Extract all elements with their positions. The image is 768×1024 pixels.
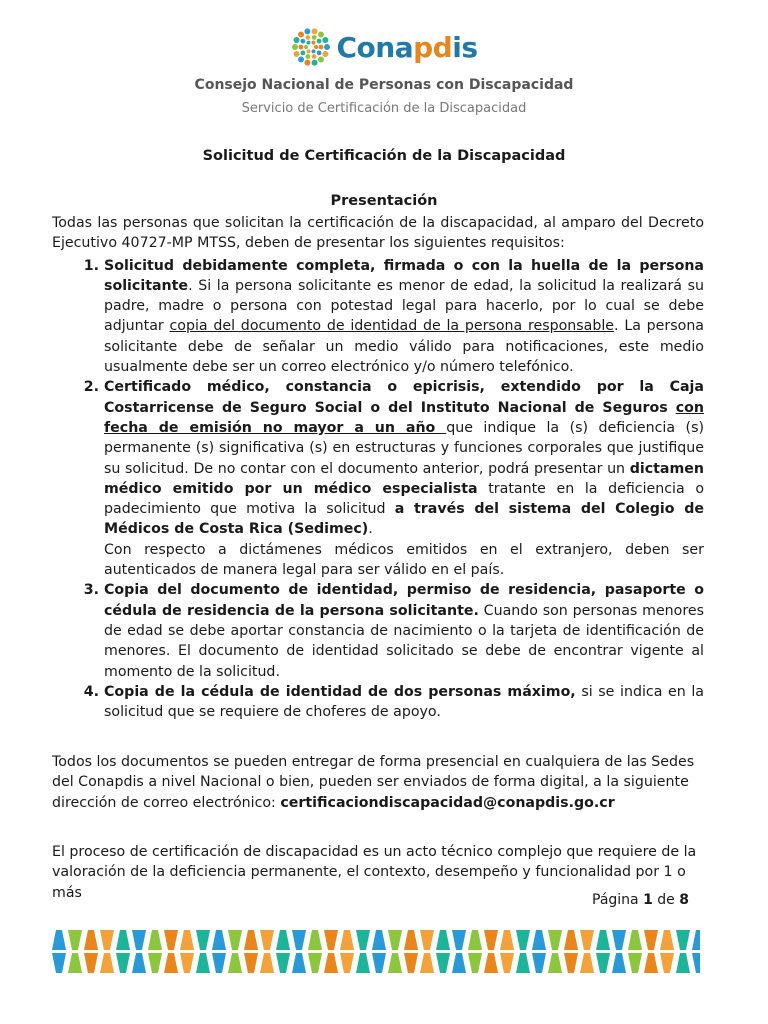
footer-shape	[324, 953, 338, 973]
footer-shape	[500, 930, 514, 950]
footer-shape	[644, 930, 658, 950]
footer-shape	[676, 953, 690, 973]
footer-shape	[196, 953, 210, 973]
footer-shape	[260, 930, 274, 950]
footer-shape	[420, 930, 434, 950]
footer-shape	[436, 930, 450, 950]
footer-shape	[372, 930, 386, 950]
footer-shape	[132, 953, 146, 973]
footer-shape	[484, 953, 498, 973]
footer-shape	[84, 953, 98, 973]
document-title: Solicitud de Certificación de la Discapacidad	[202, 148, 566, 164]
requirement-item: 4. Copia de la cédula de identidad de dos personas máximo, si se indica en la solicitud que se requiere de choferes de apoyo.	[104, 682, 704, 723]
footer-shape	[516, 953, 530, 973]
footer-shape	[100, 953, 114, 973]
footer-shape	[228, 930, 242, 950]
document-header	[0, 24, 768, 116]
footer-shape	[596, 930, 610, 950]
footer-shape	[676, 930, 690, 950]
requirement-note: Con respecto a dictámenes médicos emitidos en el extranjero, deben ser autenticados de manera legal para ser válido en el país.	[104, 541, 704, 579]
footer-shape	[548, 930, 562, 950]
footer-shape	[580, 930, 594, 950]
process-paragraph: El proceso de certificación de discapacidad es un acto técnico complejo que requiere de la valoración de la deficiencia permanente, el contexto, desempeño y funcionalidad por 1 o más	[52, 844, 697, 901]
footer-shape	[340, 953, 354, 973]
footer-shape	[52, 930, 66, 950]
footer-shape	[612, 953, 626, 973]
footer-shape	[500, 953, 514, 973]
footer-shape	[612, 930, 626, 950]
footer-shape	[244, 953, 258, 973]
footer-shape	[532, 953, 546, 973]
footer-shape	[164, 930, 178, 950]
footer-shape	[660, 953, 674, 973]
section-heading: Presentación	[330, 193, 438, 209]
footer-shape	[532, 930, 546, 950]
footer-shape	[452, 930, 466, 950]
footer-shape	[180, 930, 194, 950]
requirements-list	[52, 256, 704, 723]
footer-shape	[340, 930, 354, 950]
footer-shape	[164, 953, 178, 973]
decorative-footer-band	[52, 929, 700, 975]
logo-wordmark: Conapdis	[336, 30, 478, 64]
footer-shape	[484, 930, 498, 950]
footer-shape	[692, 930, 700, 950]
service-name: Servicio de Certificación de la Discapacidad	[241, 101, 527, 116]
footer-shape	[292, 953, 306, 973]
footer-shape	[660, 930, 674, 950]
footer-shape	[564, 930, 578, 950]
footer-shape	[692, 953, 700, 973]
footer-shape	[308, 953, 322, 973]
footer-shape	[388, 930, 402, 950]
footer-shape	[212, 930, 226, 950]
footer-shape	[68, 930, 82, 950]
footer-shape	[68, 953, 82, 973]
footer-shape	[324, 930, 338, 950]
footer-shape	[580, 953, 594, 973]
intro-section	[52, 213, 704, 722]
contact-email: certificaciondiscapacidad@conapdis.go.cr	[280, 794, 615, 811]
requirement-item: 1. Solicitud debidamente completa, firmada o con la huella de la persona solicitante. Si la persona solicitante es menor de edad, la solicitud la realizará su padre, madre o persona con potestad legal para hacerlo, por lo cual se debe adjuntar copia del documento de identidad de la persona responsable. La persona solicitante debe de señalar un medio válido para notificaciones, este medio usualmente debe ser un correo electrónico y/o número telefónico.	[104, 256, 704, 378]
footer-shape	[292, 930, 306, 950]
footer-shape	[372, 953, 386, 973]
footer-shape	[628, 953, 642, 973]
footer-shape	[132, 930, 146, 950]
conapdis-logo-icon	[291, 27, 331, 67]
footer-shape	[452, 953, 466, 973]
requirement-item: 2. Certificado médico, constancia o epicrisis, extendido por la Caja Costarricense de Seguro Social o del Instituto Nacional de Seguros con fecha de emisión no mayor a un año que indique la (s) deficiencia (s) permanente (s) significativa (s) en estructuras y funciones corporales que justifique su solicitud. De no contar con el documento anterior, podrá presentar un dictamen médico emitido por un médico especialista tratante en la deficiencia o padecimiento que motiva la solicitud a través del sistema del Colegio de Médicos de Costa Rica (Sedimec). Con respecto a dictámenes médicos emitidos en el extranjero, deben ser autenticados de manera legal para ser válido en el país.	[104, 377, 704, 580]
footer-shape	[644, 953, 658, 973]
footer-shape	[260, 953, 274, 973]
submission-paragraph: Todos los documentos se pueden entregar de forma presencial en cualquiera de las Sedes del Conapdis a nivel Nacional o bien, pueden ser enviados de forma digital, a la siguiente dirección de correo electrónico: certificaciondiscapacidad@conapdis.go.cr	[52, 754, 695, 811]
footer-shape	[548, 953, 562, 973]
footer-shape	[84, 930, 98, 950]
footer-shape	[116, 930, 130, 950]
footer-shape	[436, 953, 450, 973]
footer-shape	[388, 953, 402, 973]
footer-shape	[308, 930, 322, 950]
footer-shape	[628, 930, 642, 950]
footer-shape	[564, 953, 578, 973]
conapdis-logo	[291, 24, 478, 70]
footer-shape	[212, 953, 226, 973]
intro-paragraph: Todas las personas que solicitan la certificación de la discapacidad, al amparo del Decreto Ejecutivo 40727-MP MTSS, deben de presentar los siguientes requisitos:	[52, 215, 704, 252]
footer-shape	[100, 930, 114, 950]
footer-shape	[420, 953, 434, 973]
organization-name: Consejo Nacional de Personas con Discapacidad	[194, 77, 574, 93]
footer-shape	[596, 953, 610, 973]
footer-shape	[52, 953, 66, 973]
footer-shape	[180, 953, 194, 973]
footer-shape	[148, 930, 162, 950]
footer-shape	[228, 953, 242, 973]
footer-shape	[404, 953, 418, 973]
footer-shape	[468, 953, 482, 973]
footer-shape	[276, 930, 290, 950]
requirement-item: 3. Copia del documento de identidad, permiso de residencia, pasaporte o cédula de residencia de la persona solicitante. Cuando son personas menores de edad se debe aportar constancia de nacimiento o la tarjeta de identificación de menores. El documento de identidad solicitado se debe de encontrar vigente al momento de la solicitud.	[104, 580, 704, 681]
footer-shape	[468, 930, 482, 950]
footer-shape	[148, 953, 162, 973]
footer-shape	[276, 953, 290, 973]
footer-shape	[196, 930, 210, 950]
footer-shape	[116, 953, 130, 973]
page-number: Página 1 de 8	[592, 892, 689, 908]
footer-shape	[404, 930, 418, 950]
footer-shape	[516, 930, 530, 950]
footer-shape	[356, 930, 370, 950]
footer-shape	[244, 930, 258, 950]
footer-shape	[356, 953, 370, 973]
